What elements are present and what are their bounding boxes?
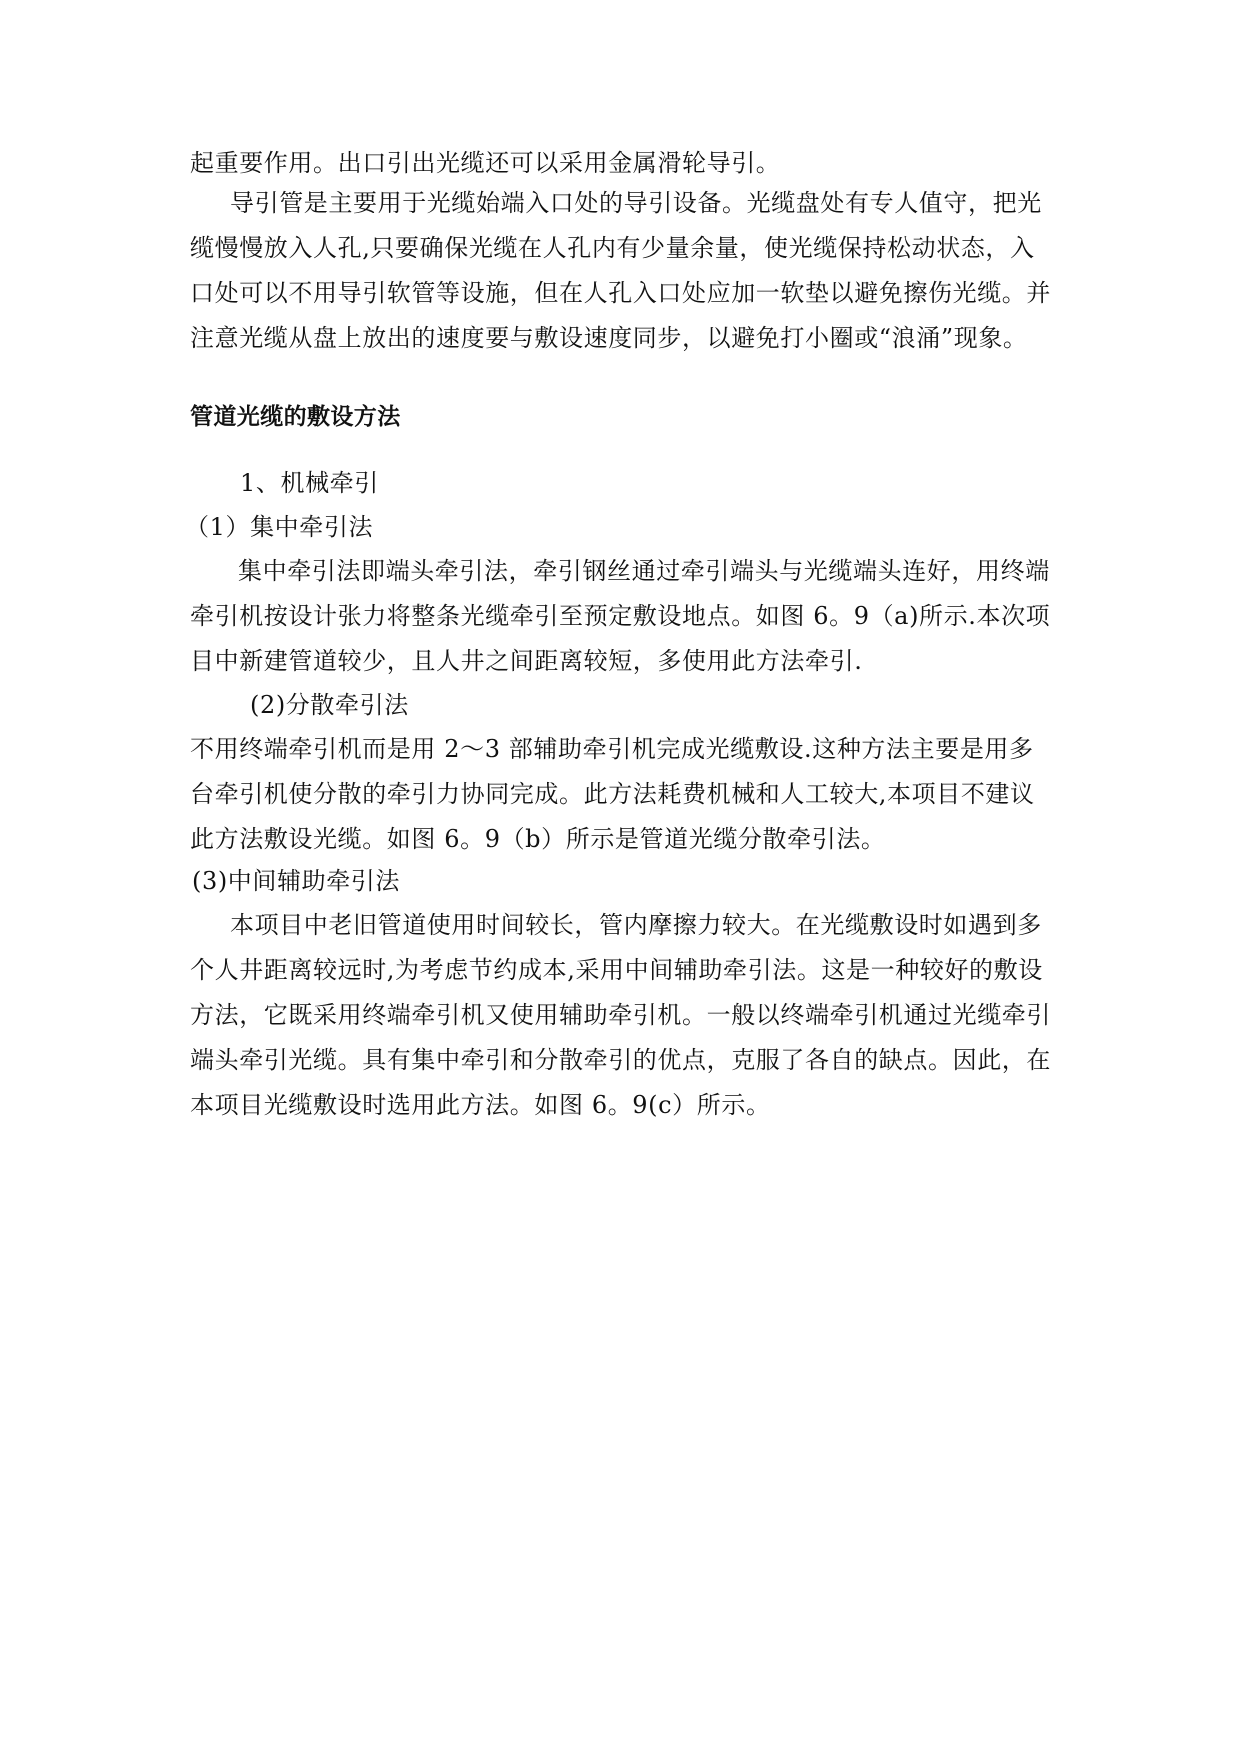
sub2-paragraph-line: 台牵引机使分散的牵引力协同完成。此方法耗费机械和人工较大,本项目不建议 [190, 780, 1035, 808]
guide-pipe-paragraph-line: 缆慢慢放入人孔,只要确保光缆在人孔内有少量余量，使光缆保持松动状态，入 [190, 234, 1035, 262]
sub3-paragraph-line: 本项目光缆敷设时选用此方法。如图 6。9(c）所示。 [190, 1091, 771, 1119]
sub3-paragraph-line: 方法，它既采用终端牵引机又使用辅助牵引机。一般以终端牵引机通过光缆牵引 [190, 1001, 1051, 1029]
guide-pipe-paragraph-line: 注意光缆从盘上放出的速度要与敷设速度同步，以避免打小圈或“浪涌”现象。 [190, 324, 1028, 352]
section-heading: 管道光缆的敷设方法 [190, 404, 401, 430]
sub1-paragraph-line: 集中牵引法即端头牵引法，牵引钢丝通过牵引端头与光缆端头连好，用终端 [238, 557, 1050, 585]
sub2-paragraph-line: 不用终端牵引机而是用 2～3 部辅助牵引机完成光缆敷设.这种方法主要是用多 [190, 735, 1034, 763]
item-title: 1、机械牵引 [240, 469, 379, 497]
subsection-title: (3)中间辅助牵引法 [192, 867, 400, 895]
sub1-paragraph-line: 牵引机按设计张力将整条光缆牵引至预定敷设地点。如图 6。9（a)所示.本次项 [190, 602, 1051, 630]
guide-pipe-paragraph-line: 导引管是主要用于光缆始端入口处的导引设备。光缆盘处有专人值守，把光 [230, 189, 1042, 217]
sub3-paragraph-line: 个人井距离较远时,为考虑节约成本,采用中间辅助牵引法。这是一种较好的敷设 [190, 956, 1043, 984]
sub3-paragraph-line: 本项目中老旧管道使用时间较长，管内摩擦力较大。在光缆敷设时如遇到多 [230, 911, 1042, 939]
subsection-title: （1）集中牵引法 [185, 513, 374, 541]
sub3-paragraph-line: 端头牵引光缆。具有集中牵引和分散牵引的优点，克服了各自的缺点。因此，在 [190, 1046, 1051, 1074]
guide-pipe-paragraph-line: 口处可以不用导引软管等设施，但在人孔入口处应加一软垫以避免擦伤光缆。并 [190, 279, 1051, 307]
subsection-title: (2)分散牵引法 [250, 691, 409, 719]
sub1-paragraph-line: 目中新建管道较少，且人井之间距离较短，多使用此方法牵引. [190, 647, 863, 675]
sub2-paragraph-line: 此方法敷设光缆。如图 6。9（b）所示是管道光缆分散牵引法。 [190, 825, 886, 853]
intro-paragraph-line: 起重要作用。出口引出光缆还可以采用金属滑轮导引。 [190, 149, 781, 177]
